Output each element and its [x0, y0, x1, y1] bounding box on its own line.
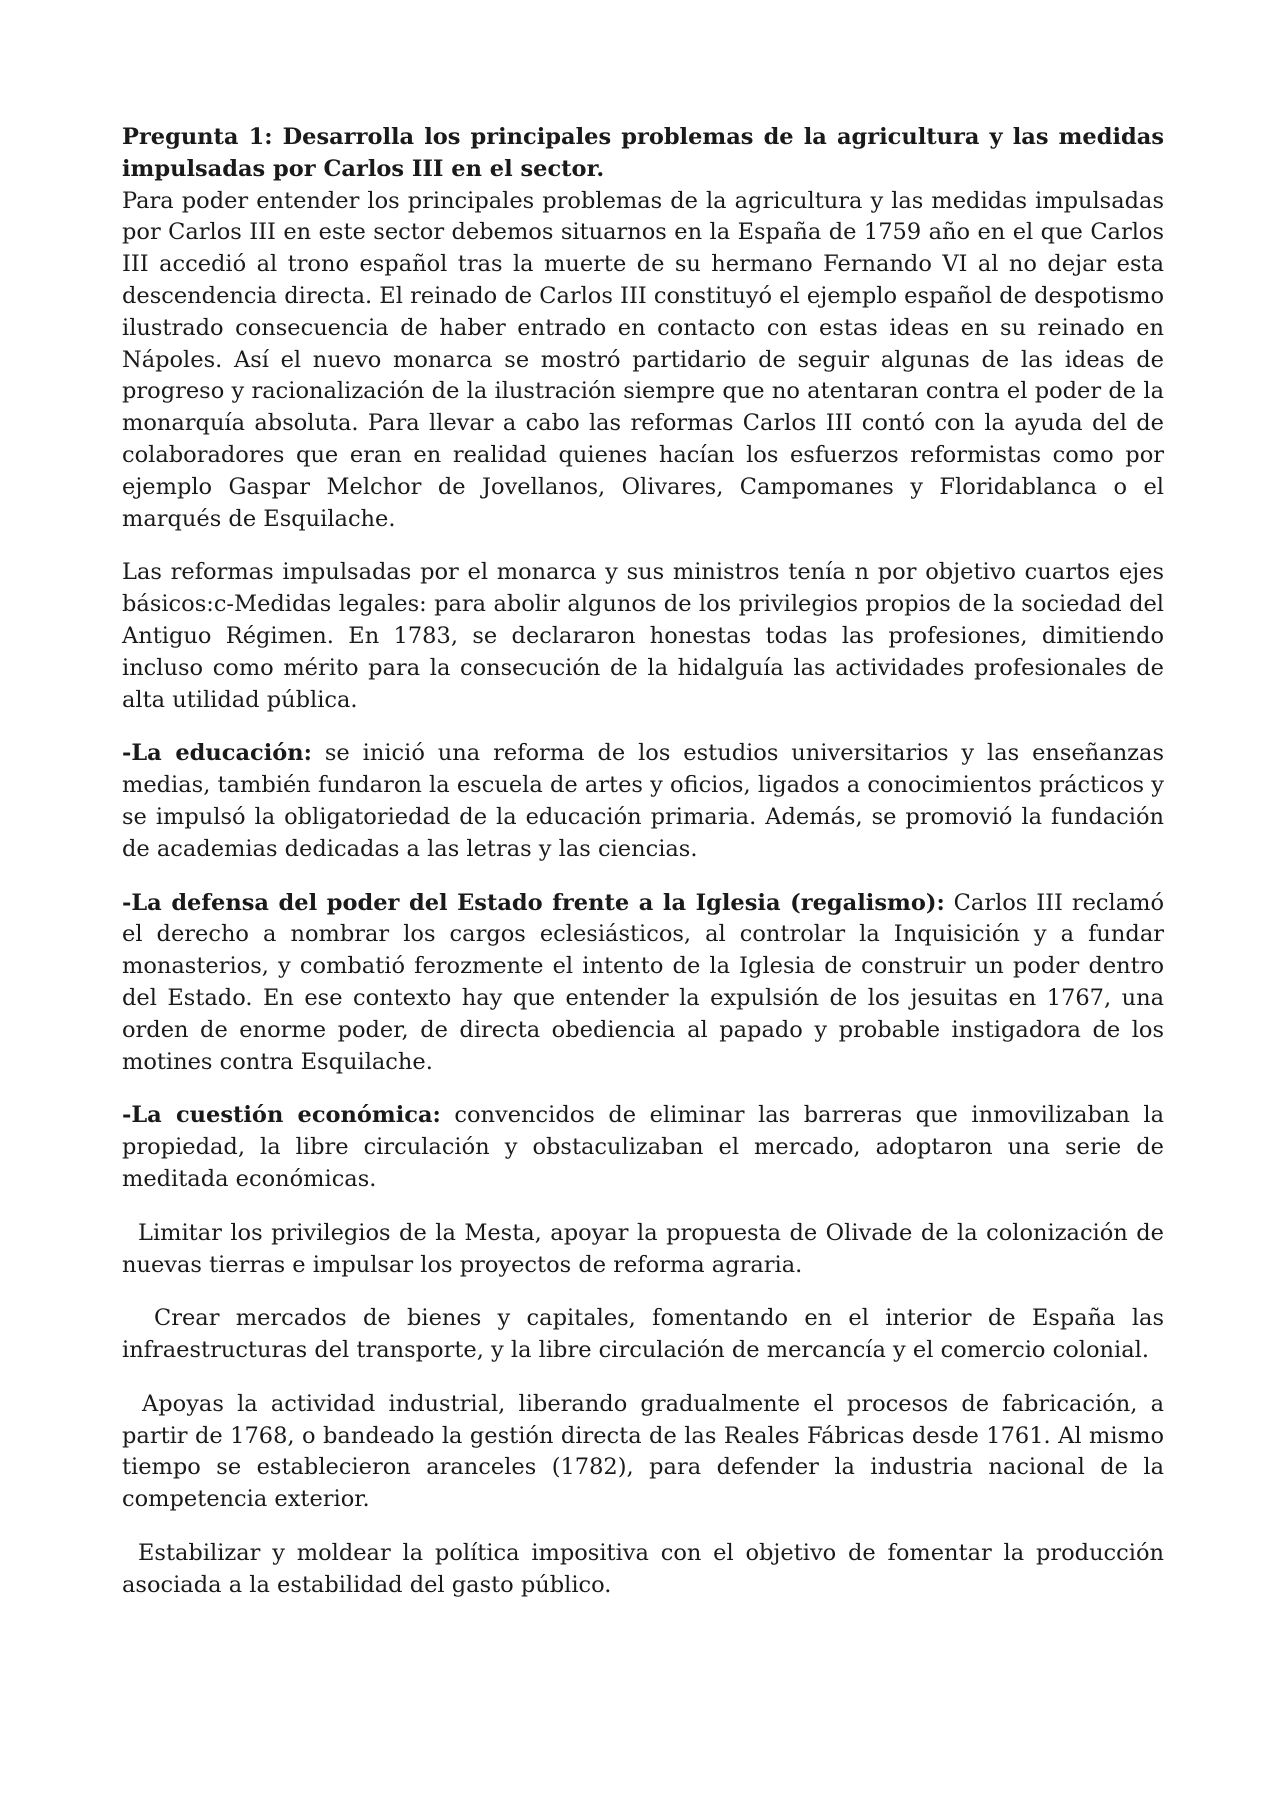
education-paragraph [122, 738, 1164, 865]
church-text: Carlos III reclamó el derecho a nombrar los cargos eclesiásticos, al controlar la Inquisición y a fundar monasterios, y combatió ferozmente el intento de la Iglesia de construir un poder dentro del Estado. En ese contexto hay que entender la expulsión de los jesuitas en 1767, una orden de enorme poder, de directa obediencia al papado y probable instigadora de los motines contra Esquilache. [122, 889, 1164, 1075]
church-label: -La defensa del poder del Estado frente a la Iglesia (regalismo): [122, 889, 945, 916]
measure-paragraph-3: Apoyas la actividad industrial, liberando gradualmente el procesos de fabricación, a partir de 1768, o bandeado la gestión directa de las Reales Fábricas desde 1761. Al mismo tiempo se establecieron aranceles (1782), para defender la industria nacional de la competencia exterior. [122, 1390, 1164, 1513]
church-paragraph [122, 888, 1164, 1079]
measure-paragraph-1: Limitar los privilegios de la Mesta, apoyar la propuesta de Olivade de la colonización de nuevas tierras e impulsar los proyectos de reforma agraria. [122, 1219, 1164, 1278]
document-page [122, 122, 1164, 1602]
economy-paragraph [122, 1100, 1164, 1195]
measure-paragraph-4: Estabilizar y moldear la política impositiva con el objetivo de fomentar la producción asociada a la estabilidad del gasto público. [122, 1540, 1164, 1598]
education-text: se inició una reforma de los estudios universitarios y las enseñanzas medias, también fundaron la escuela de artes y oficios, ligados a conocimientos prácticos y se impulsó la obligatoriedad de la educación primaria. Además, se promovió la fundación de academias dedicadas a las letras y las ciencias. [122, 740, 1164, 862]
intro-paragraph: Para poder entender los principales problemas de la agricultura y las medidas impulsadas por Carlos III en este sector debemos situarnos en la España de 1759 año en el que Carlos III accedió al trono español tras la muerte de su hermano Fernando VI al no dejar esta descendencia directa. El reinado de Carlos III constituyó el ejemplo español de despotismo ilustrado consecuencia de haber entrado en contacto con estas ideas en su reinado en Nápoles. Así el nuevo monarca se mostró partidario de seguir algunas de las ideas de progreso y racionalización de la ilustración siempre que no atentaran contra el poder de la monarquía absoluta. Para llevar a cabo las reformas Carlos III contó con la ayuda del de colaboradores que eran en realidad quienes hacían los esfuerzos reformistas como por ejemplo Gaspar Melchor de Jovellanos, Olivares, Campomanes y Floridablanca o el marqués de Esquilache. [122, 187, 1164, 532]
education-label: -La educación: [122, 740, 312, 767]
measure-paragraph-2: Crear mercados de bienes y capitales, fomentando en el interior de España las infraestructuras del transporte, y la libre circulación de mercancía y el comercio colonial. [122, 1305, 1164, 1364]
economy-text: convencidos de eliminar las barreras que inmovilizaban la propiedad, la libre circulación y obstaculizaban el mercado, adoptaron una serie de meditada económicas. [122, 1102, 1164, 1192]
economy-label: -La cuestión económica: [122, 1102, 441, 1129]
question-title: Pregunta 1: Desarrolla los principales problemas de la agricultura y las medidas impulsadas por Carlos III en el sector. [122, 124, 1164, 182]
reforms-paragraph: Las reformas impulsadas por el monarca y sus ministros tenía n por objetivo cuartos ejes básicos:c-Medidas legales: para abolir algunos de los privilegios propios de la sociedad del Antiguo Régimen. En 1783, se declararon honestas todas las profesiones, dimitiendo incluso como mérito para la consecución de la hidalguía las actividades profesionales de alta utilidad pública. [122, 559, 1164, 713]
